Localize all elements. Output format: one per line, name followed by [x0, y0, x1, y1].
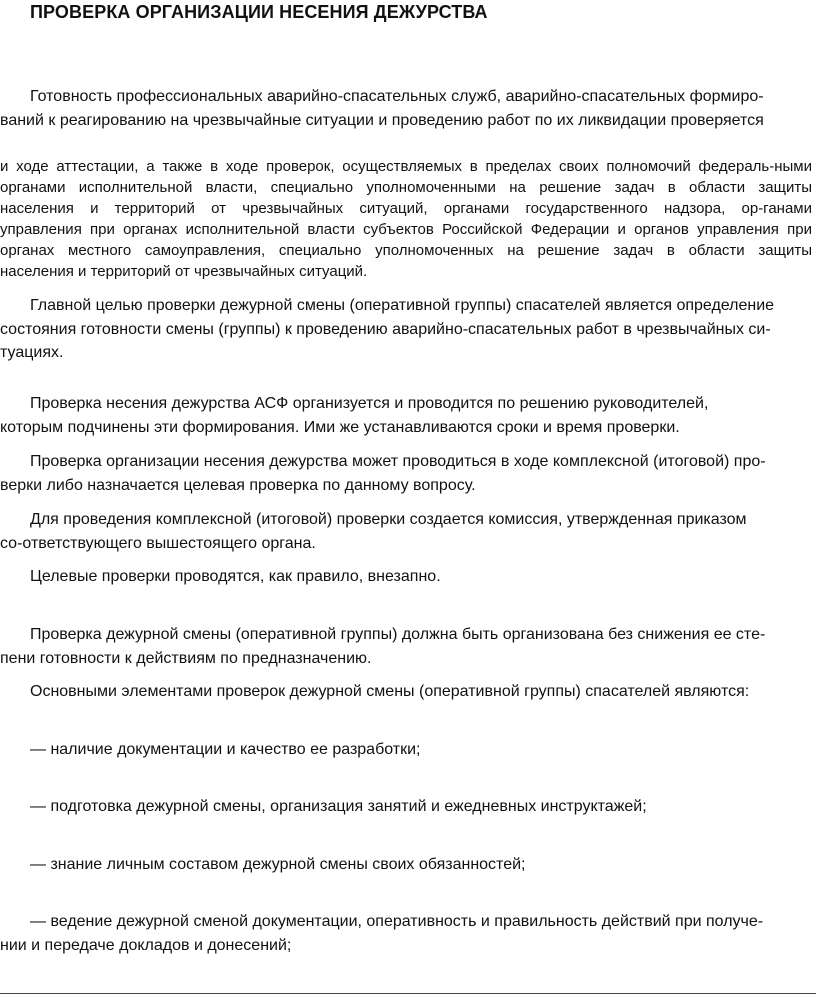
list-item: — наличие документации и качество ее разработки;: [30, 741, 421, 758]
text-line: верки либо назначается целевая проверка по данному вопросу.: [0, 476, 476, 494]
paragraph-readiness-preserved: [0, 623, 765, 670]
text-line: туациях.: [0, 344, 64, 361]
text-line: — ведение дежурной сменой документации, оперативность и правильность действий при получе-: [30, 913, 764, 930]
text-line: населения и территорий от чрезвычайных ситуаций, органами государственного надзора, ор-ганами: [0, 200, 812, 217]
text-line: населения и территорий от чрезвычайных ситуаций.: [0, 263, 368, 280]
text-line: органах местного самоуправления, специально уполномоченных на решение задач в области защиты: [0, 242, 812, 259]
paragraph-asf-organization: [0, 392, 708, 439]
text-line: Проверка организации несения дежурства может проводиться в ходе комплексной (итоговой) про-: [30, 453, 766, 470]
list-item: [0, 910, 763, 957]
text-line: управления при органах исполнительной власти субъектов Российской Федерации и органов управления при: [0, 221, 812, 238]
text-line: состояния готовности смены (группы) к проведению аварийно-спасательных работ в чрезвычайных си-: [0, 320, 771, 338]
text-line: со-ответствующего вышестоящего органа.: [0, 534, 316, 552]
text-line: ваний к реагированию на чрезвычайные ситуации и проведению работ по их ликвидации проверяется: [0, 111, 764, 129]
paragraph-readiness-intro: [0, 85, 816, 132]
page-divider: [0, 993, 816, 994]
text-line: Готовность профессиональных аварийно-спасательных служб, аварийно-спасательных формиро-: [30, 88, 764, 105]
paragraph-targeted-checks: Целевые проверки проводятся, как правило, внезапно.: [30, 568, 441, 585]
text-line: пени готовности к действиям по предназначению.: [0, 649, 372, 667]
text-line: нии и передаче докладов и донесений;: [0, 936, 292, 954]
paragraph-commission: [0, 508, 747, 555]
text-line: Главной целью проверки дежурной смены (оперативной группы) спасателей является определение: [30, 297, 775, 314]
list-item: — подготовка дежурной смены, организация занятий и ежедневных инструктажей;: [30, 798, 647, 815]
paragraph-complex-check: [0, 450, 766, 497]
text-line: Проверка несения дежурства АСФ организуется и проводится по решению руководителей,: [30, 395, 709, 412]
list-item: — знание личным составом дежурной смены своих обязанностей;: [30, 856, 526, 873]
text-line: Проверка дежурной смены (оперативной группы) должна быть организована без снижения ее сте-: [30, 626, 766, 643]
text-line: Для проведения комплексной (итоговой) проверки создается комиссия, утвержденная приказом: [30, 511, 747, 528]
text-line: и ходе аттестации, а также в ходе проверок, осуществляемых в пределах своих полномочий федераль-ными: [0, 158, 812, 175]
text-line: органами исполнительной власти, специально уполномоченными на решение задач в области защиты: [0, 179, 812, 196]
paragraph-main-goal: [0, 294, 816, 365]
paragraph-attestation: [0, 156, 812, 282]
page-title: ПРОВЕРКА ОРГАНИЗАЦИИ НЕСЕНИЯ ДЕЖУРСТВА: [30, 2, 488, 22]
text-line: которым подчинены эти формирования. Ими же устанавливаются сроки и время проверки.: [0, 418, 680, 436]
paragraph-main-elements: Основными элементами проверок дежурной смены (оперативной группы) спасателей являются:: [30, 683, 750, 700]
